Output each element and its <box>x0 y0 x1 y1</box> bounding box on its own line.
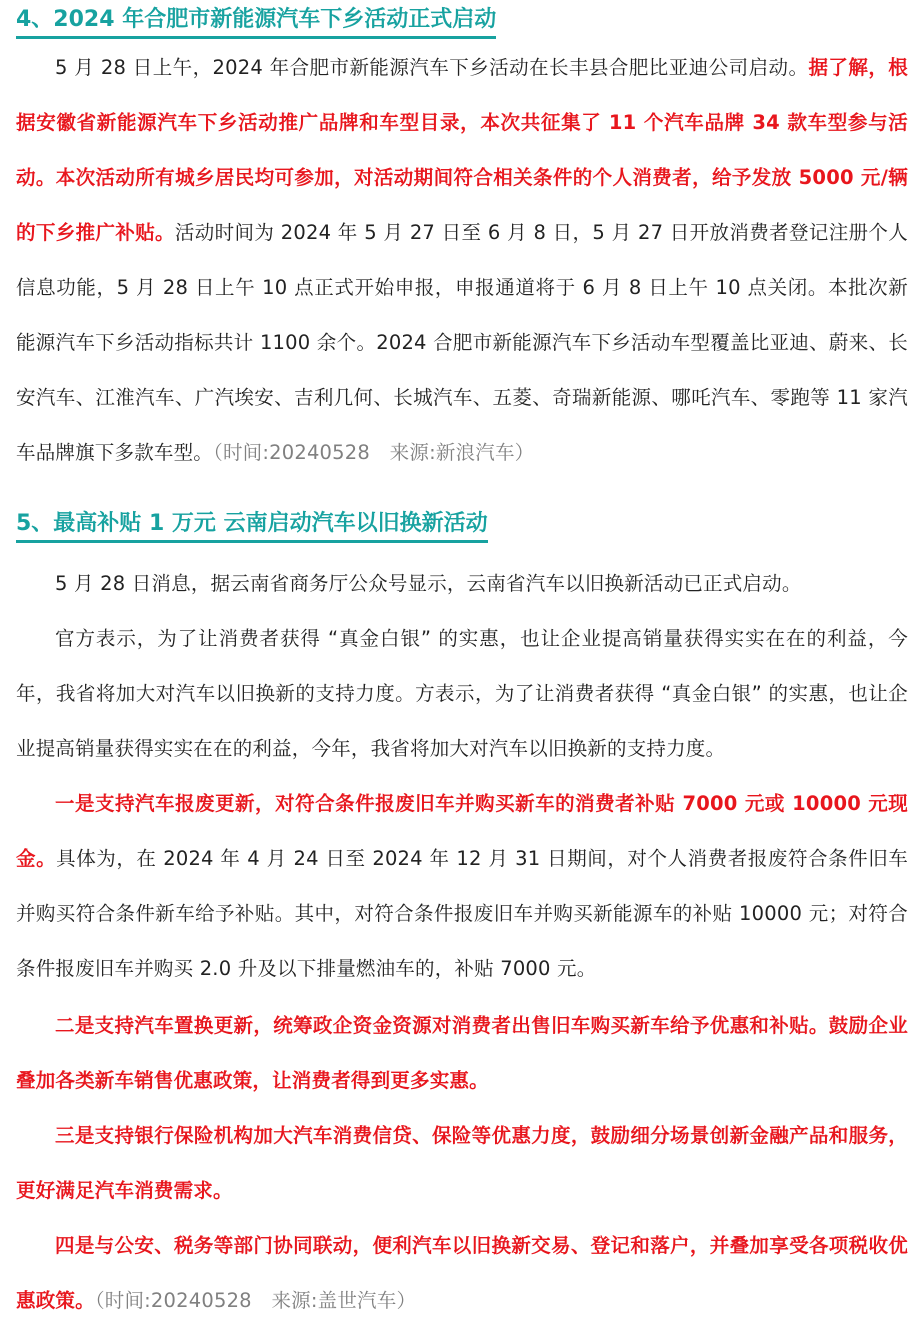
section-5-p6-highlight: 四是与公安、税务等部门协同联动，便利汽车以旧换新交易、登记和落户，并叠加享受各项税收优惠政策。 <box>16 1234 908 1312</box>
section-5-paragraph-5 <box>16 1108 908 1218</box>
section-5-p3-tail: 具体为，在 2024 年 4 月 24 日至 2024 年 12 月 31 日期间，对个人消费者报废符合条件旧车并购买符合条件新车给予补贴。其中，对符合条件报废旧车并购买新能源车的补贴 10000 元；对符合条件报废旧车并购买 2.0 升及以下排量燃油车的，补贴 7000 元。 <box>16 847 908 980</box>
section-4-highlight-text: 据了解，根据安徽省新能源汽车下乡活动推广品牌和车型目录，本次共征集了 11 个汽车品牌 34 款车型参与活动。本次活动所有城乡居民均可参加，对活动期间符合相关条件的个人消费者，给予发放 5000 元/辆的下乡推广补贴。 <box>16 56 908 244</box>
section-5-p3-highlight: 一是支持汽车报废更新，对符合条件报废旧车并购买新车的消费者补贴 7000 元或 10000 元现金。 <box>16 792 908 870</box>
section-5-paragraph-6 <box>16 1218 908 1328</box>
section-4-source: （时间:20240528 来源:新浪汽车） <box>213 441 535 464</box>
section-5-heading <box>16 510 488 543</box>
section-5-p2-text: 官方表示，为了让消费者获得 “真金白银” 的实惠，也让企业提高销量获得实实在在的利益，今年，我省将加大对汽车以旧换新的支持力度。方表示，为了让消费者获得 “真金白银” 的实惠，也让企业提高销量获得实实在在的利益，今年，我省将加大对汽车以旧换新的支持力度。 <box>16 627 908 760</box>
section-4-tail-text: 活动时间为 2024 年 5 月 27 日至 6 月 8 日，5 月 27 日开放消费者登记注册个人信息功能，5 月 28 日上午 10 点正式开始申报，申报通道将于 6 月 8 日上午 10 点关闭。本批次新能源汽车下乡活动指标共计 1100 余个。2024 合肥市新能源汽车下乡活动车型覆盖比亚迪、蔚来、长安汽车、江淮汽车、广汽埃安、吉利几何、长城汽车、五菱、奇瑞新能源、哪吒汽车、零跑等 11 家汽车品牌旗下多款车型。 <box>16 221 908 464</box>
section-5-paragraph-3 <box>16 776 908 996</box>
section-4-title: 4、2024 年合肥市新能源汽车下乡活动正式启动 <box>16 7 497 32</box>
section-5-paragraph-1 <box>16 556 908 611</box>
section-5-p4-highlight: 二是支持汽车置换更新，统筹政企资金资源对消费者出售旧车购买新车给予优惠和补贴。鼓励企业叠加各类新车销售优惠政策，让消费者得到更多实惠。 <box>16 1014 908 1092</box>
section-5-paragraph-2 <box>16 611 908 776</box>
section-5-paragraph-4 <box>16 998 908 1108</box>
section-5-title: 5、最高补贴 1 万元 云南启动汽车以旧换新活动 <box>16 511 488 536</box>
section-5-source: （时间:20240528 来源:盖世汽车） <box>94 1289 417 1312</box>
section-5-p1-text: 5 月 28 日消息，据云南省商务厅公众号显示，云南省汽车以旧换新活动已正式启动。 <box>55 572 802 595</box>
section-4-paragraph <box>16 40 908 480</box>
section-4-lead-text: 5 月 28 日上午，2024 年合肥市新能源汽车下乡活动在长丰县合肥比亚迪公司启动。 <box>55 56 809 79</box>
section-4-heading <box>16 6 496 39</box>
section-5-p5-highlight: 三是支持银行保险机构加大汽车消费信贷、保险等优惠力度，鼓励细分场景创新金融产品和服务，更好满足汽车消费需求。 <box>16 1124 908 1202</box>
